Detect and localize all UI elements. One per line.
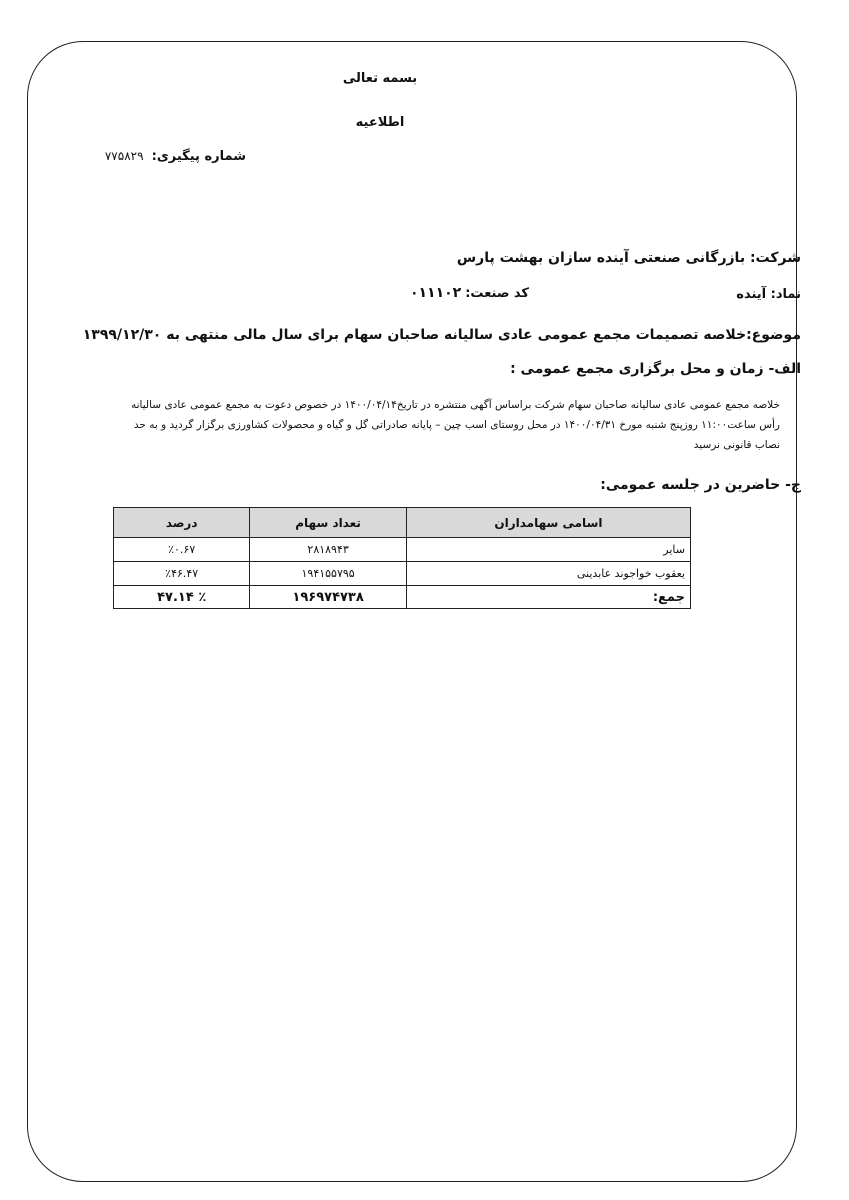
paragraph-line: رأس ساعت۱۱:۰۰ روزپنج شنبه مورخ ۱۴۰۰/۰۴/۳۱ در محل روستای اسب چین – پایانه صادراتی گل و گیاه و محصولات کشاورزی برگزار گردید و به حد: [133, 419, 780, 431]
total-shares: ۱۹۶۹۷۴۷۳۸: [250, 586, 406, 609]
share-percent: ٪۴۶.۴۷: [114, 562, 250, 586]
paragraph-line: نصاب قانونی نرسید: [693, 439, 780, 451]
industry-code-label: کد صنعت:: [465, 286, 529, 301]
share-count: ۱۹۴۱۵۵۷۹۵: [250, 562, 406, 586]
company-name: بازرگانی صنعتی آینده سازان بهشت پارس: [456, 250, 746, 266]
table-header-row: [114, 508, 691, 538]
symbol-line: [736, 287, 801, 302]
section-a-paragraph: [52, 395, 780, 455]
industry-code-value: ۰۱۱۱۰۲: [409, 285, 462, 301]
share-count: ۲۸۱۸۹۴۳: [250, 538, 406, 562]
shareholder-name: یعقوب خواجوند عابدینی: [406, 562, 690, 586]
notice-title: اطلاعیه: [355, 115, 405, 130]
column-header-percent: درصد: [114, 508, 250, 538]
shareholder-name: سایر: [406, 538, 690, 562]
company-line: [457, 250, 801, 266]
column-header-shareholders: اسامی سهامداران: [406, 508, 690, 538]
paragraph-line: خلاصه مجمع عمومی عادی سالیانه صاحبان سهام شرکت براساس آگهی منتشره در تاریخ۱۴۰۰/۰۴/۱۴ در خصوص دعوت به مجمع عمومی عادی سالیانه: [130, 399, 780, 411]
shareholders-table: [113, 507, 691, 609]
symbol-label: نماد:: [770, 287, 801, 302]
basmala-heading: بسمه تعالی: [342, 71, 418, 86]
total-label: جمع:: [406, 586, 690, 609]
section-a-title: الف- زمان و محل برگزاری مجمع عمومی :: [510, 361, 801, 377]
table-row: [114, 562, 691, 586]
company-label: شرکت:: [749, 250, 801, 266]
symbol-value: آینده: [736, 287, 767, 302]
industry-code-line: [410, 285, 529, 301]
total-percent: ٪ ۴۷.۱۴: [114, 586, 250, 609]
share-percent: ٪۰.۶۷: [114, 538, 250, 562]
table-row: [114, 538, 691, 562]
subject-line: موضوع:خلاصه تصمیمات مجمع عمومی عادی سالیانه صاحبان سهام برای سال مالی منتهی به ۱۳۹۹/۱۲/۳۰: [82, 327, 801, 343]
page-border: [27, 41, 797, 1182]
tracking-number-line: [105, 149, 246, 164]
column-header-shares: تعداد سهام: [250, 508, 406, 538]
tracking-number: ۷۷۵۸۲۹: [104, 149, 144, 163]
table-total-row: [114, 586, 691, 609]
section-c-title: ج- حاضرین در جلسه عمومی:: [600, 477, 801, 493]
tracking-label: شماره پیگیری:: [151, 149, 246, 164]
